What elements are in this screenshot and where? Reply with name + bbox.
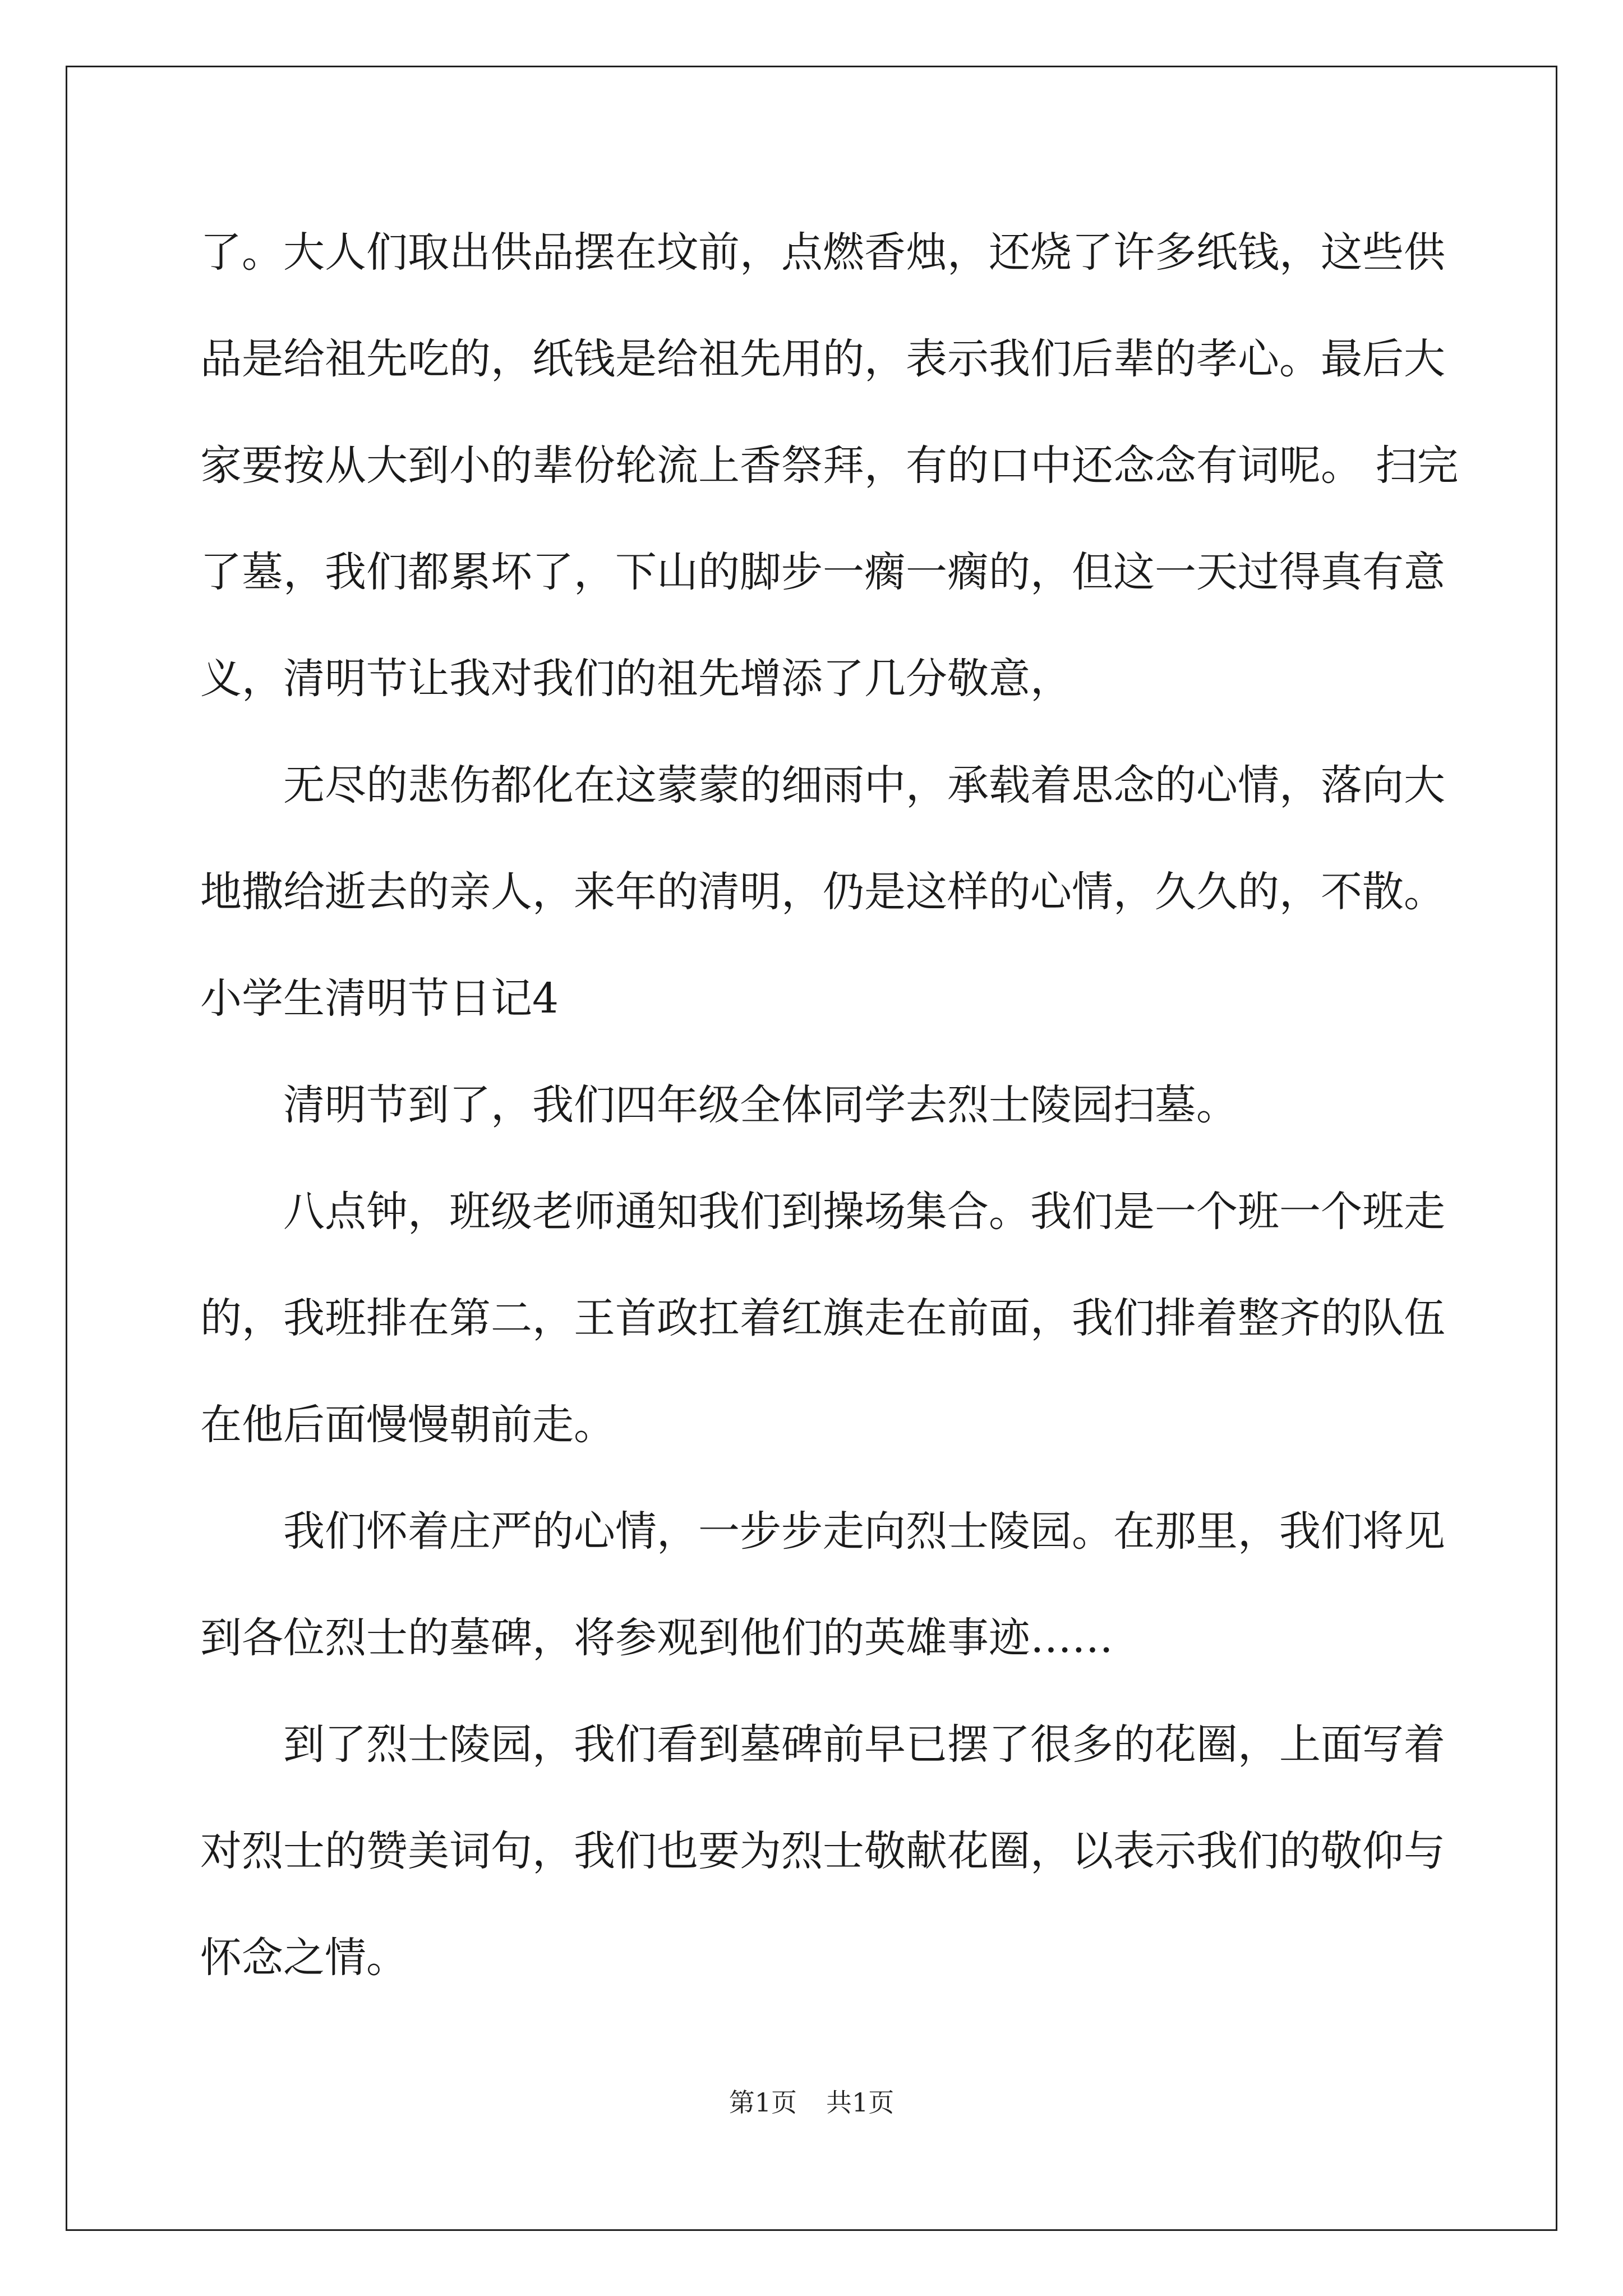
text-line: 品是给祖先吃的，纸钱是给祖先用的，表示我们后辈的孝心。最后大 (200, 335, 1445, 383)
text-line: 到了烈士陵园，我们看到墓碑前早已摆了很多的花圈，上面写着 (283, 1720, 1445, 1769)
text-line: 无尽的悲伤都化在这蒙蒙的细雨中，承载着思念的心情，落向大 (283, 761, 1445, 809)
text-line: 对烈士的赞美词句，我们也要为烈士敬献花圈，以表示我们的敬仰与 (200, 1827, 1445, 1875)
text-line: 八点钟，班级老师通知我们到操场集合。我们是一个班一个班走 (283, 1188, 1445, 1236)
text-line: 家要按从大到小的辈份轮流上香祭拜，有的口中还念念有词呢。 扫完 (200, 441, 1459, 490)
document-body (200, 222, 1459, 2033)
text-line: 了墓，我们都累坏了，下山的脚步一瘸一瘸的，但这一天过得真有意 (200, 548, 1445, 596)
page-footer (0, 2086, 1623, 2119)
text-line: 在他后面慢慢朝前走。 (200, 1401, 615, 1449)
text-line: 怀念之情。 (200, 1934, 408, 1982)
text-line: 清明节到了，我们四年级全体同学去烈士陵园扫墓。 (283, 1081, 1238, 1129)
text-line: 地撒给逝去的亲人，来年的清明，仍是这样的心情，久久的，不散。 (200, 868, 1445, 916)
text-line: 到各位烈士的墓碑，将参观到他们的英雄事迹…… (200, 1614, 1113, 1662)
text-line: 义，清明节让我对我们的祖先增添了几分敬意， (200, 655, 1072, 703)
text-line: 了。大人们取出供品摆在坟前，点燃香烛，还烧了许多纸钱，这些供 (200, 228, 1445, 277)
text-line: 的，我班排在第二，王首政扛着红旗走在前面，我们排着整齐的队伍 (200, 1294, 1445, 1342)
text-line: 我们怀着庄严的心情，一步步走向烈士陵园。在那里，我们将见 (283, 1507, 1445, 1556)
section-heading: 小学生清明节日记4 (200, 974, 559, 1023)
page-total: 共1页 (826, 2087, 895, 2118)
page-number: 第1页 (728, 2087, 797, 2118)
